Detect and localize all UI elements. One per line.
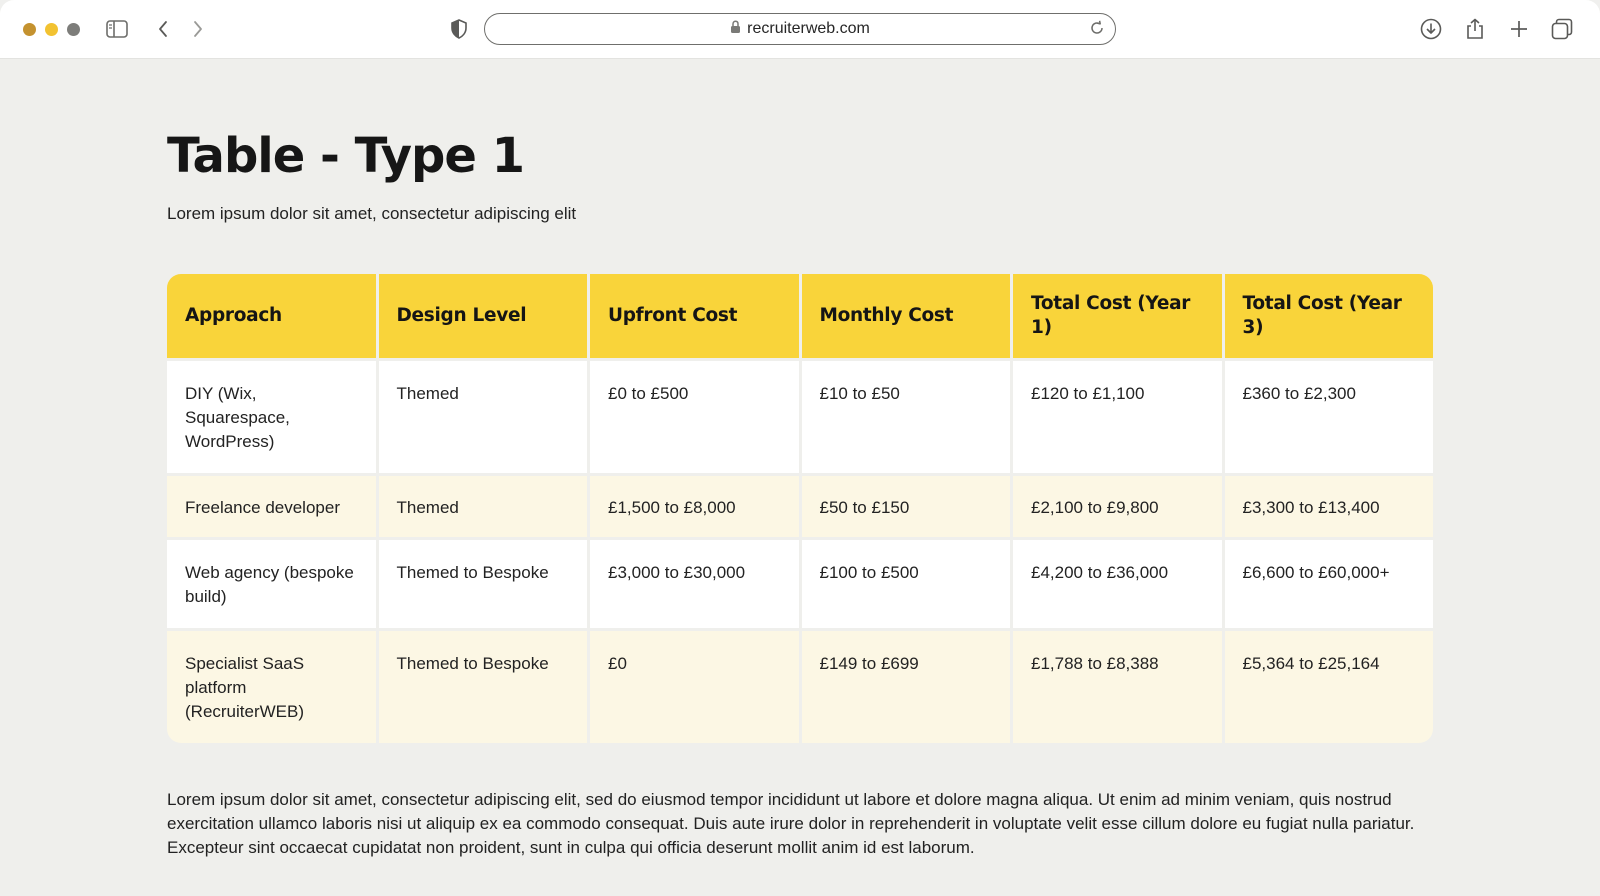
new-tab-icon[interactable]	[1507, 17, 1531, 41]
tabs-overview-icon[interactable]	[1550, 17, 1574, 41]
table-cell: £10 to £50	[802, 361, 1011, 476]
column-header-monthly-cost: Monthly Cost	[802, 274, 1011, 361]
table-cell: £0 to £500	[590, 361, 799, 476]
back-icon[interactable]	[151, 17, 175, 41]
table-cell: Themed	[379, 476, 588, 540]
body-paragraph: Lorem ipsum dolor sit amet, consectetur adipiscing elit, sed do eiusmod tempor incididunt ut labore et dolore magna aliqua. Ut enim ad minim veniam, quis nostrud exercitation ullamco laboris nisi ut aliquip ex ea commodo consequat. Duis aute irure dolor in reprehenderit in voluptate velit esse cillum dolore eu fugiat nulla pariatur. Excepteur sint occaecat cupidatat non proident, sunt in culpa qui officia deserunt mollit anim id est laborum.	[167, 790, 1415, 857]
address-bar[interactable]	[484, 13, 1116, 45]
browser-toolbar	[0, 0, 1600, 59]
table-cell: £360 to £2,300	[1225, 361, 1434, 476]
lock-icon	[730, 20, 741, 39]
table-cell: Themed to Bespoke	[379, 540, 588, 631]
reload-icon[interactable]	[1089, 20, 1105, 41]
table-cell: £50 to £150	[802, 476, 1011, 540]
column-header-design-level: Design Level	[379, 274, 588, 361]
table-cell: Themed	[379, 361, 588, 476]
table-cell: £1,788 to £8,388	[1013, 631, 1222, 743]
table-cell: £3,000 to £30,000	[590, 540, 799, 631]
table-cell: Freelance developer	[167, 476, 376, 540]
table-cell: £5,364 to £25,164	[1225, 631, 1434, 743]
table-cell: Themed to Bespoke	[379, 631, 588, 743]
table-cell: £100 to £500	[802, 540, 1011, 631]
table-row	[167, 476, 1433, 540]
download-icon[interactable]	[1419, 17, 1443, 41]
table-cell: Web agency (bespoke build)	[167, 540, 376, 631]
table-cell: £4,200 to £36,000	[1013, 540, 1222, 631]
forward-icon[interactable]	[186, 17, 210, 41]
table-row	[167, 540, 1433, 631]
column-header-total-cost-year-1: Total Cost (Year 1)	[1013, 274, 1222, 361]
table-cell: £6,600 to £60,000+	[1225, 540, 1434, 631]
table-cell: £149 to £699	[802, 631, 1011, 743]
share-icon[interactable]	[1463, 17, 1487, 41]
shield-icon[interactable]	[447, 17, 471, 41]
table-cell: Specialist SaaS platform (RecruiterWEB)	[167, 631, 376, 743]
url-text: recruiterweb.com	[747, 20, 870, 37]
minimize-window-button[interactable]	[45, 23, 58, 36]
table-cell: DIY (Wix, Squarespace, WordPress)	[167, 361, 376, 476]
table-cell: £3,300 to £13,400	[1225, 476, 1434, 540]
zoom-window-button[interactable]	[67, 23, 80, 36]
table-row	[167, 361, 1433, 476]
table-cell: £0	[590, 631, 799, 743]
table-row	[167, 631, 1433, 743]
column-header-approach: Approach	[167, 274, 376, 361]
column-header-total-cost-year-3: Total Cost (Year 3)	[1225, 274, 1434, 361]
column-header-upfront-cost: Upfront Cost	[590, 274, 799, 361]
close-window-button[interactable]	[23, 23, 36, 36]
sidebar-icon[interactable]	[105, 17, 129, 41]
table-cell: £2,100 to £9,800	[1013, 476, 1222, 540]
page-subtitle: Lorem ipsum dolor sit amet, consectetur adipiscing elit	[167, 204, 577, 223]
window-controls	[23, 23, 80, 36]
table-header-row	[167, 274, 1433, 361]
table-cell: £120 to £1,100	[1013, 361, 1222, 476]
table-cell: £1,500 to £8,000	[590, 476, 799, 540]
page-title: Table - Type 1	[167, 128, 525, 184]
pricing-table	[167, 274, 1433, 743]
